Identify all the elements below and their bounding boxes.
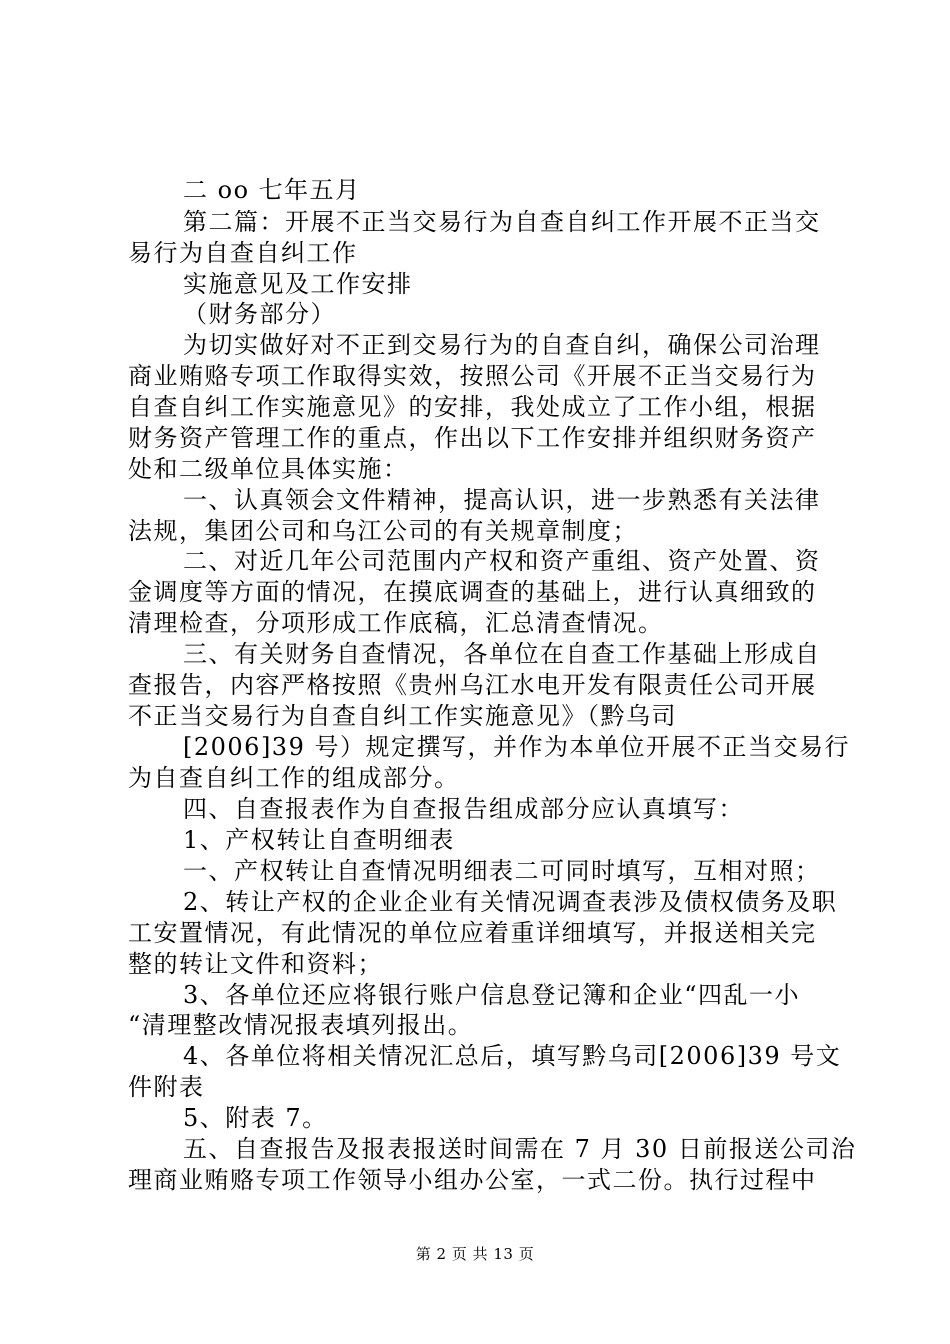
text-line: 一、认真领会文件精神，提高认识，进一步熟悉有关法律 [183, 486, 821, 514]
text-line: 4、各单位将相关情况汇总后，填写黔乌司[2006]39 号文 [183, 1042, 842, 1070]
text-line: 工安置情况，有此情况的单位应着重详细填写，并报送相关完 [128, 919, 817, 947]
text-line: 2、转让产权的企业企业有关情况调查表涉及债权债务及职 [183, 888, 838, 916]
text-line: 整的转让文件和资料； [128, 950, 383, 978]
text-line: 件附表 [128, 1073, 205, 1101]
text-line: 法规，集团公司和乌江公司的有关规章制度； [128, 517, 638, 545]
text-line: 不正当交易行为自查自纠工作实施意见》（黔乌司 [128, 702, 677, 730]
text-line: 清理检查，分项形成工作底稿，汇总清查情况。 [128, 609, 664, 637]
text-line: 3、各单位还应将银行账户信息登记簿和企业“四乱一小 [183, 981, 801, 1009]
text-line: “清理整改情况报表填列报出。 [128, 1011, 474, 1039]
text-line: 1、产权转让自查明细表 [183, 826, 455, 854]
text-line: 自查自纠工作实施意见》的安排，我处成立了工作小组，根据 [128, 393, 817, 421]
text-line: 二、对近几年公司范围内产权和资产重组、资产处置、资 [183, 547, 821, 575]
page-number-footer: 第 2 页 共 13 页 [415, 1245, 535, 1263]
text-line: 金调度等方面的情况，在摸底调查的基础上，进行认真细致的 [128, 578, 817, 606]
text-line: 二 oo 七年五月 [183, 176, 361, 204]
text-line: 易行为自查自纠工作 [128, 239, 358, 267]
text-line: 查报告，内容严格按照《贵州乌江水电开发有限责任公司开展 [128, 671, 817, 699]
text-line: 一、产权转让自查情况明细表二可同时填写，互相对照； [183, 857, 821, 885]
text-line: 实施意见及工作安排 [183, 270, 413, 298]
text-line: 处和二级单位具体实施： [128, 455, 409, 483]
text-line: 为自查自纠工作的组成部分。 [128, 764, 460, 792]
text-line: 商业贿赂专项工作取得实效，按照公司《开展不正当交易行为 [128, 362, 817, 390]
text-line: 财务资产管理工作的重点，作出以下工作安排并组织财务资产 [128, 424, 817, 452]
text-line: 五、自查报告及报表报送时间需在 7 月 30 日前报送公司治 [183, 1135, 857, 1163]
text-line: （财务部分） [183, 300, 336, 328]
text-line: 为切实做好对不正到交易行为的自查自纠，确保公司治理 [183, 331, 821, 359]
text-line: 三、有关财务自查情况，各单位在自查工作基础上形成自 [183, 640, 821, 668]
text-line: 四、自查报表作为自查报告组成部分应认真填写： [183, 795, 744, 823]
text-line: 5、附表 7。 [183, 1104, 328, 1132]
text-line: 理商业贿赂专项工作领导小组办公室，一式二份。执行过程中 [128, 1166, 817, 1194]
text-line: [2006]39 号）规定撰写，并作为本单位开展不正当交易行 [183, 733, 850, 761]
text-line: 第二篇：开展不正当交易行为自查自纠工作开展不正当交 [183, 208, 821, 236]
